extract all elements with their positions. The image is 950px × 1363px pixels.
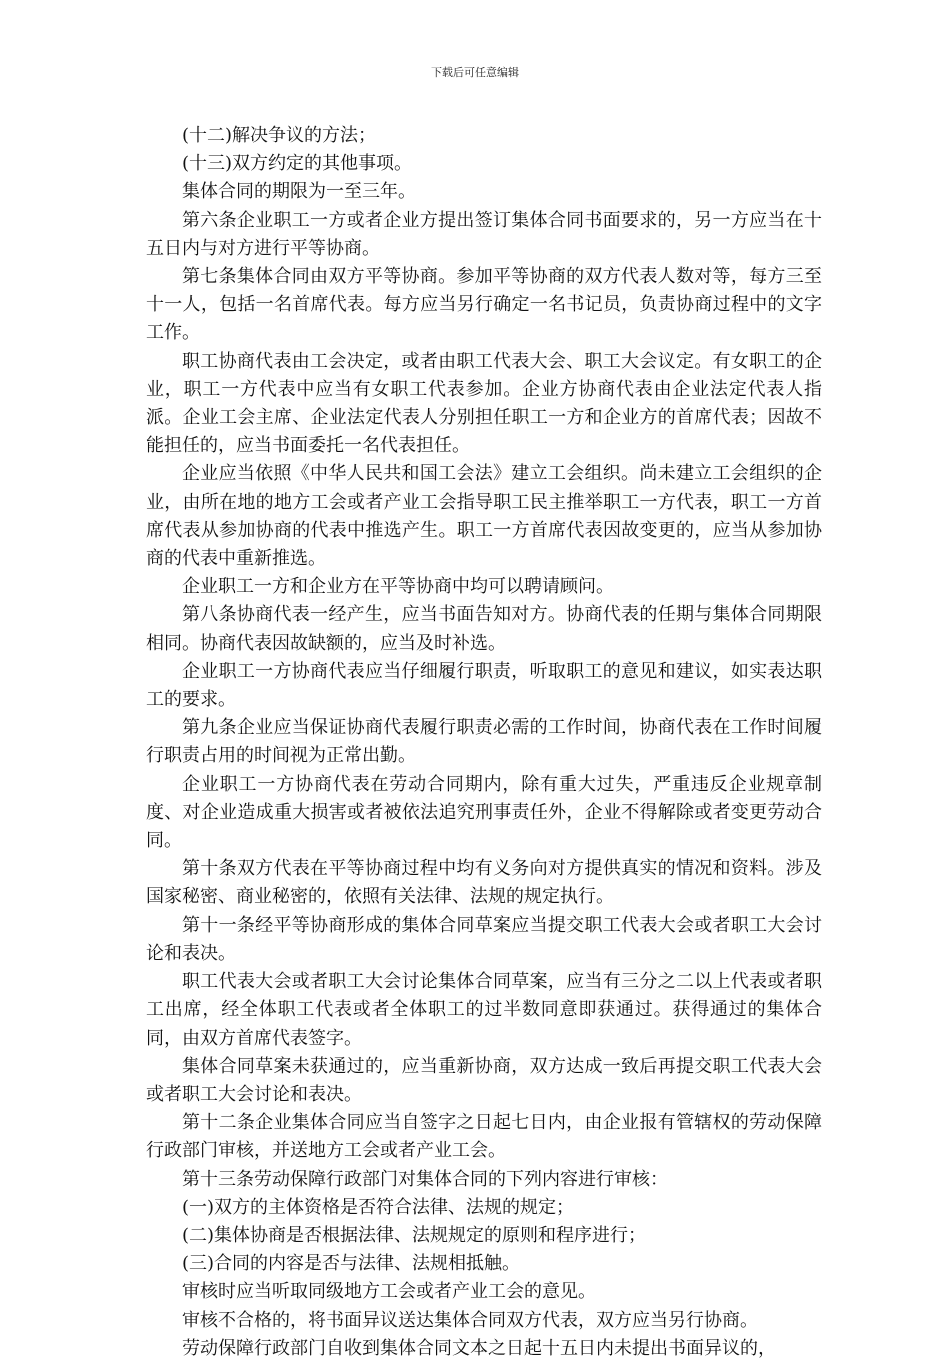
paragraph: 职工代表大会或者职工大会讨论集体合同草案，应当有三分之二以上代表或者职工出席，经全体职工代表或者全体职工的过半数同意即获通过。获得通过的集体合同，由双方首席代表签字。 [146, 971, 822, 1049]
paragraph: 第十三条劳动保障行政部门对集体合同的下列内容进行审核： [182, 1168, 668, 1190]
paragraph: 企业职工一方协商代表应当仔细履行职责，听取职工的意见和建议，如实表达职工的要求。 [146, 660, 822, 711]
paragraph: 第八条协商代表一经产生，应当书面告知对方。协商代表的任期与集体合同期限相同。协商代表因故缺额的，应当及时补选。 [146, 604, 822, 654]
paragraph: (十三)双方约定的其他事项。 [182, 153, 413, 175]
paragraph: 审核时应当听取同级地方工会或者产业工会的意见。 [182, 1281, 596, 1303]
paragraph: 劳动保障行政部门自收到集体合同文本之日起十五日内未提出书面异议的， [182, 1337, 776, 1359]
paragraph: 企业职工一方协商代表在劳动合同期内，除有重大过失，严重违反企业规章制度、对企业造成重大损害或者被依法追究刑事责任外，企业不得解除或者变更劳动合同。 [146, 773, 822, 852]
paragraph: (一)双方的主体资格是否符合法律、法规的规定； [182, 1196, 575, 1218]
paragraph: 第十一条经平等协商形成的集体合同草案应当提交职工代表大会或者职工大会讨论和表决。 [146, 914, 822, 964]
paragraph: 集体合同草案未获通过的，应当重新协商，双方达成一致后再提交职工代表大会或者职工大会讨论和表决。 [146, 1055, 822, 1105]
paragraph: (三)合同的内容是否与法律、法规相抵触。 [182, 1253, 521, 1275]
page-header-note: 下载后可任意编辑 [431, 66, 519, 79]
paragraph: (十二)解决争议的方法； [182, 125, 377, 146]
paragraph: 第七条集体合同由双方平等协商。参加平等协商的双方代表人数对等，每方三至十一人，包括一名首席代表。每方应当另行确定一名书记员，负责协商过程中的文字工作。 [146, 266, 822, 344]
paragraph: 第十条双方代表在平等协商过程中均有义务向对方提供真实的情况和资料。涉及国家秘密、商业秘密的，依照有关法律、法规的规定执行。 [146, 858, 822, 908]
paragraph: (二)集体协商是否根据法律、法规规定的原则和程序进行； [182, 1224, 647, 1246]
paragraph: 第六条企业职工一方或者企业方提出签订集体合同书面要求的，另一方应当在十五日内与对方进行平等协商。 [146, 209, 822, 259]
paragraph: 集体合同的期限为一至三年。 [182, 181, 416, 203]
document-body [146, 122, 822, 1363]
paragraph: 审核不合格的，将书面异议送达集体合同双方代表，双方应当另行协商。 [182, 1309, 758, 1331]
paragraph: 职工协商代表由工会决定，或者由职工代表大会、职工大会议定。有女职工的企业，职工一方代表中应当有女职工代表参加。企业方协商代表由企业法定代表人指派。企业工会主席、企业法定代表人分别担任职工一方和企业方的首席代表；因故不能担任的，应当书面委托一名代表担任。 [146, 350, 822, 457]
paragraph: 第九条企业应当保证协商代表履行职责必需的工作时间，协商代表在工作时间履行职责占用的时间视为正常出勤。 [146, 717, 822, 767]
paragraph: 第十二条企业集体合同应当自签字之日起七日内，由企业报有管辖权的劳动保障行政部门审核，并送地方工会或者产业工会。 [146, 1112, 822, 1162]
paragraph: 企业应当依照《中华人民共和国工会法》建立工会组织。尚未建立工会组织的企业，由所在地的地方工会或者产业工会指导职工民主推举职工一方代表，职工一方首席代表从参加协商的代表中推选产生。职工一方首席代表因故变更的，应当从参加协商的代表中重新推选。 [146, 463, 822, 570]
paragraph: 企业职工一方和企业方在平等协商中均可以聘请顾问。 [182, 576, 614, 598]
